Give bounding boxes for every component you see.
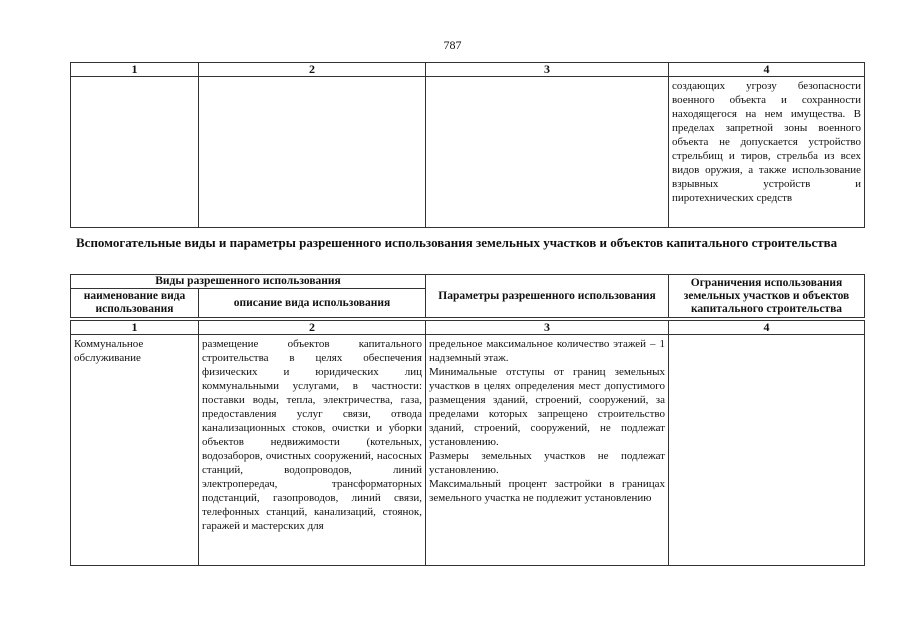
cell-col3 <box>426 77 669 228</box>
col-num-1: 1 <box>71 321 199 335</box>
cell-col2 <box>199 77 426 228</box>
header-use-description: описание вида использования <box>199 289 426 318</box>
param-setbacks: Минимальные отступы от границ земельных участков в целях определения мест допустимого размещения зданий, строений, сооружений, за пределами которых запрещено строительство зданий, строений, сооружений, не подлежат установлению. <box>429 366 665 448</box>
param-plot-size: Размеры земельных участков не подлежат установлению. <box>429 450 665 476</box>
col-num-4: 4 <box>669 321 865 335</box>
header-permitted-uses: Виды разрешенного использования <box>71 275 426 289</box>
cell-use-description: размещение объектов капитального строительства в целях обеспечения физических и юридических лиц коммунальными услугами, в частности: поставки воды, тепла, электричества, газа, предоставления услуг связи, отвода канализационных стоков, очистки и уборки объектов недвижимости (котельных, водозаборов, очистных сооружений, насосных станций, водопроводов, линий электропередач, трансформаторных подстанций, газопроводов, линий связи, телефонных станций, канализаций, стоянок, гаражей и мастерских для <box>199 335 426 566</box>
col-num-2: 2 <box>199 63 426 77</box>
cell-limitations <box>669 335 865 566</box>
column-number-row <box>71 63 865 77</box>
page-number: 787 <box>443 38 462 52</box>
col-num-4: 4 <box>669 63 865 77</box>
continuation-table <box>70 62 865 228</box>
table-row <box>71 77 865 228</box>
header-use-name: наименование вида использования <box>71 289 199 318</box>
header-row-1 <box>71 275 865 289</box>
column-number-row <box>71 321 865 335</box>
cell-col1 <box>71 77 199 228</box>
cell-parameters <box>426 335 669 566</box>
param-coverage: Максимальный процент застройки в границах земельного участка не подлежит установлению <box>429 478 665 504</box>
header-parameters: Параметры разрешенного использования <box>426 275 669 318</box>
header-limitations: Ограничения использования земельных участков и объектов капитального строительства <box>669 275 865 318</box>
col-num-3: 3 <box>426 63 669 77</box>
auxiliary-uses-table <box>70 274 865 566</box>
col-num-1: 1 <box>71 63 199 77</box>
col-num-2: 2 <box>199 321 426 335</box>
col-num-3: 3 <box>426 321 669 335</box>
param-floors: предельное максимальное количество этажей – 1 надземный этаж. <box>429 338 665 364</box>
section-heading: Вспомогательные виды и параметры разрешенного использования земельных участков и объектов капитального строительства <box>76 235 838 250</box>
table-row <box>71 335 865 566</box>
cell-restrictions: создающих угрозу безопасности военного объекта и сохранности находящегося на нем имущества. В пределах запретной зоны военного объекта не допускается устройство стрельбищ и тиров, стрельба из всех видов оружия, а также использование взрывных устройств и пиротехнических средств <box>669 77 865 228</box>
cell-use-name: Коммунальное обслуживание <box>71 335 199 566</box>
